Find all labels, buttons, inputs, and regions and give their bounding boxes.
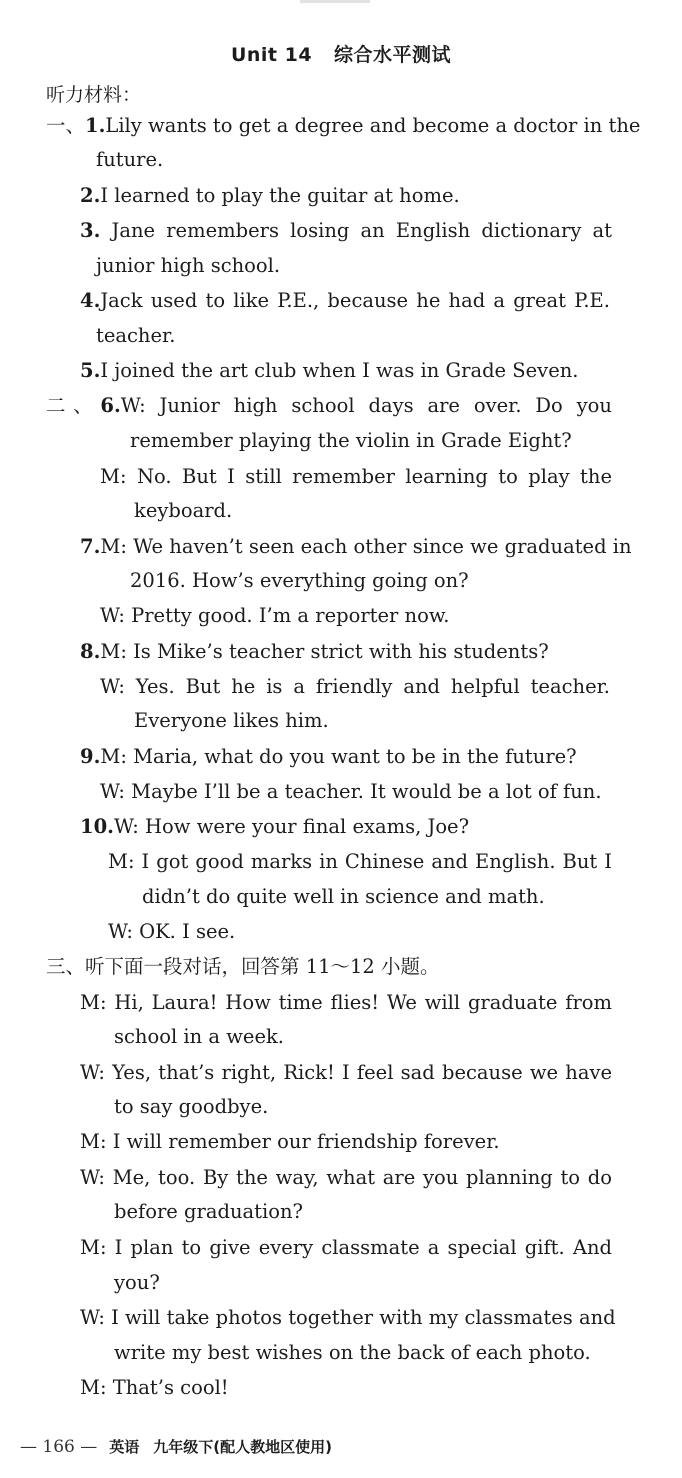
text-line: school in a week.	[114, 1025, 285, 1048]
text-line: keyboard.	[134, 499, 233, 522]
text-line: write my best wishes on the back of each photo.	[114, 1341, 591, 1364]
text-line: 10.W: How were your final exams, Joe?	[80, 815, 470, 838]
question-number: 5.	[80, 359, 101, 382]
question-number: 2.	[80, 184, 101, 207]
text-line: W: I will take photos together with my classmates and	[80, 1306, 616, 1329]
text-line: to say goodbye.	[114, 1095, 269, 1118]
section-label: 听力材料：	[46, 84, 142, 106]
page-number: — 166 —	[20, 1437, 98, 1457]
text-line: didn’t do quite well in science and math.	[142, 885, 545, 908]
text-line: W: OK. I see.	[108, 920, 236, 943]
text-line: W: Maybe I’ll be a teacher. It would be a lot of fun.	[100, 780, 602, 803]
question-number: 8.	[80, 640, 101, 663]
text-line: M: That’s cool!	[80, 1376, 229, 1399]
section-mark: 一、	[46, 114, 86, 137]
question-number: 9.	[80, 745, 101, 768]
text-line: W: Me, too. By the way, what are you planning to do	[80, 1166, 612, 1189]
question-number: 7.	[80, 535, 101, 558]
text-line: 一、1.Lily wants to get a degree and become a doctor in the	[46, 114, 641, 137]
text-line: M: No. But I still remember learning to play the	[100, 465, 612, 488]
text-line: M: I will remember our friendship forever.	[80, 1130, 500, 1153]
section-heading: 三、听下面一段对话，回答第 11～12 小题。	[46, 955, 440, 978]
question-number: 6.	[100, 394, 121, 417]
question-number: 10.	[80, 815, 114, 838]
footer-grade: 九年级下(配人教地区使用)	[153, 1438, 332, 1456]
text-line: 7.M: We haven’t seen each other since we graduated in	[80, 535, 632, 558]
text-line: junior high school.	[96, 254, 281, 277]
text-line: W: Pretty good. I’m a reporter now.	[100, 604, 450, 627]
question-number: 4.	[80, 289, 101, 312]
page-title	[0, 40, 682, 67]
text-line: 2.I learned to play the guitar at home.	[80, 184, 460, 207]
text-line: 8.M: Is Mike’s teacher strict with his students?	[80, 640, 549, 663]
text-line: W: Yes. But he is a friendly and helpful teacher.	[100, 675, 610, 698]
section-mark: 二、	[46, 394, 101, 417]
text-line: remember playing the violin in Grade Eight?	[130, 429, 572, 452]
page-footer	[20, 1436, 346, 1457]
text-line: teacher.	[96, 324, 176, 347]
text-line: 2016. How’s everything going on?	[130, 569, 469, 592]
footer-subject: 英语	[109, 1438, 140, 1456]
text-line: before graduation?	[114, 1200, 303, 1223]
text-line: you?	[114, 1271, 160, 1294]
text-line: 5.I joined the art club when I was in Grade Seven.	[80, 359, 579, 382]
question-number: 1.	[85, 114, 106, 137]
text-line: M: I got good marks in Chinese and English. But I	[108, 850, 612, 873]
text-line: M: I plan to give every classmate a special gift. And	[80, 1236, 612, 1259]
title-name: 综合水平测试	[334, 44, 452, 66]
text-line: 3. Jane remembers losing an English dictionary at	[80, 219, 612, 242]
text-line: 二、6.W: Junior high school days are over. Do you	[46, 394, 612, 417]
top-edge-mark	[300, 0, 370, 3]
text-line: future.	[96, 148, 164, 171]
text-line: 4.Jack used to like P.E., because he had a great P.E.	[80, 289, 610, 312]
text-line: 9.M: Maria, what do you want to be in the future?	[80, 745, 577, 768]
text-line: M: Hi, Laura! How time flies! We will graduate from	[80, 991, 612, 1014]
question-number: 3.	[80, 219, 101, 242]
text-line: Everyone likes him.	[134, 709, 329, 732]
title-unit: Unit 14	[230, 44, 313, 66]
text-line: W: Yes, that’s right, Rick! I feel sad because we have	[80, 1061, 612, 1084]
